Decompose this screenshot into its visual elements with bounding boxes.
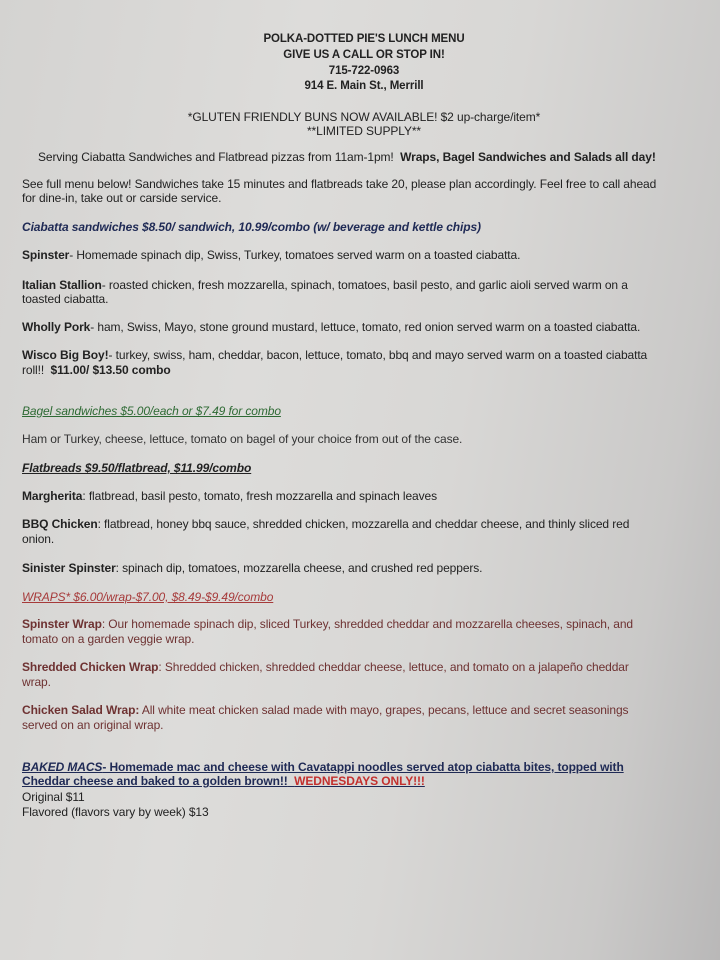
menu-item-bbq-chicken-cont: onion.	[22, 532, 55, 546]
menu-item-shredded-chicken-wrap: Shredded Chicken Wrap: Shredded chicken, shredded cheddar cheese, lettuce, and tomato on a jalapeño cheddar	[22, 660, 629, 674]
menu-item-margherita: Margherita: flatbread, basil pesto, tomato, fresh mozzarella and spinach leaves	[22, 489, 437, 503]
flatbreads-heading: Flatbreads $9.50/flatbread, $11.99/combo	[22, 461, 252, 475]
menu-item-wisco-big-boy: Wisco Big Boy!- turkey, swiss, ham, cheddar, bacon, lettuce, tomato, bbq and mayo served warm on a toasted ciabatta	[22, 348, 648, 362]
menu-item-chicken-salad-wrap-cont: served on an original wrap.	[22, 718, 164, 732]
gluten-notice: *GLUTEN FRIENDLY BUNS NOW AVAILABLE! $2 up-charge/item*	[187, 110, 541, 124]
bagel-desc: Ham or Turkey, cheese, lettuce, tomato on bagel of your choice from out of the case.	[22, 432, 463, 446]
menu-title: POLKA-DOTTED PIE'S LUNCH MENU	[263, 33, 465, 45]
phone: 715-722-0963	[328, 65, 400, 77]
menu-item-italian-stallion-cont: toasted ciabatta.	[22, 292, 109, 306]
serving-hours: Serving Ciabatta Sandwiches and Flatbread pizzas from 11am-1pm! Wraps, Bagel Sandwiches and Salads all day!	[38, 150, 656, 164]
baked-macs-heading-cont: Cheddar cheese and baked to a golden brown!! WEDNESDAYS ONLY!!!	[22, 774, 425, 788]
intro-line-2: for dine-in, take out or carside service.	[22, 191, 222, 205]
menu-item-spinster-wrap: Spinster Wrap: Our homemade spinach dip, sliced Turkey, shredded cheddar and mozzarella cheeses, spinach, and	[22, 617, 633, 631]
menu-item-bbq-chicken: BBQ Chicken: flatbread, honey bbq sauce, shredded chicken, mozzarella and cheddar cheese, and thinly sliced red	[22, 517, 630, 531]
bagel-heading: Bagel sandwiches $5.00/each or $7.49 for combo	[22, 404, 281, 418]
menu-item-italian-stallion: Italian Stallion- roasted chicken, fresh mozzarella, spinach, tomatoes, basil pesto, and garlic aioli served warm on a	[22, 278, 628, 292]
menu-item-wisco-big-boy-cont: roll!! $11.00/ $13.50 combo	[22, 363, 171, 377]
address: 914 E. Main St., Merrill	[304, 80, 424, 92]
limited-supply: **LIMITED SUPPLY**	[306, 124, 422, 138]
tagline: GIVE US A CALL OR STOP IN!	[283, 49, 445, 61]
menu-item-sinister-spinster: Sinister Spinster: spinach dip, tomatoes, mozzarella cheese, and crushed red peppers.	[22, 561, 483, 575]
baked-macs-flavored: Flavored (flavors vary by week) $13	[22, 805, 209, 819]
baked-macs-heading: BAKED MACS- Homemade mac and cheese with Cavatappi noodles served atop ciabatta bites, topped with	[22, 760, 624, 774]
baked-macs-original: Original $11	[22, 790, 85, 804]
intro-line-1: See full menu below! Sandwiches take 15 minutes and flatbreads take 20, please plan accordingly. Feel free to call ahead	[22, 177, 657, 191]
wraps-heading: WRAPS* $6.00/wrap-$7.00, $8.49-$9.49/combo	[22, 590, 274, 604]
wednesdays-only: WEDNESDAYS ONLY!!!	[294, 774, 425, 788]
menu-item-spinster: Spinster- Homemade spinach dip, Swiss, Turkey, tomatoes served warm on a toasted ciabatta.	[22, 248, 521, 262]
menu-item-wholly-pork: Wholly Pork- ham, Swiss, Mayo, stone ground mustard, lettuce, tomato, red onion served warm on a toasted ciabatta.	[22, 320, 641, 334]
menu-item-spinster-wrap-cont: tomato on a garden veggie wrap.	[22, 632, 195, 646]
ciabatta-heading: Ciabatta sandwiches $8.50/ sandwich, 10.99/combo (w/ beverage and kettle chips)	[22, 220, 481, 234]
menu-item-shredded-chicken-wrap-cont: wrap.	[22, 675, 51, 689]
menu-item-chicken-salad-wrap: Chicken Salad Wrap: All white meat chicken salad made with mayo, grapes, pecans, lettuce and secret seasonings	[22, 703, 629, 717]
